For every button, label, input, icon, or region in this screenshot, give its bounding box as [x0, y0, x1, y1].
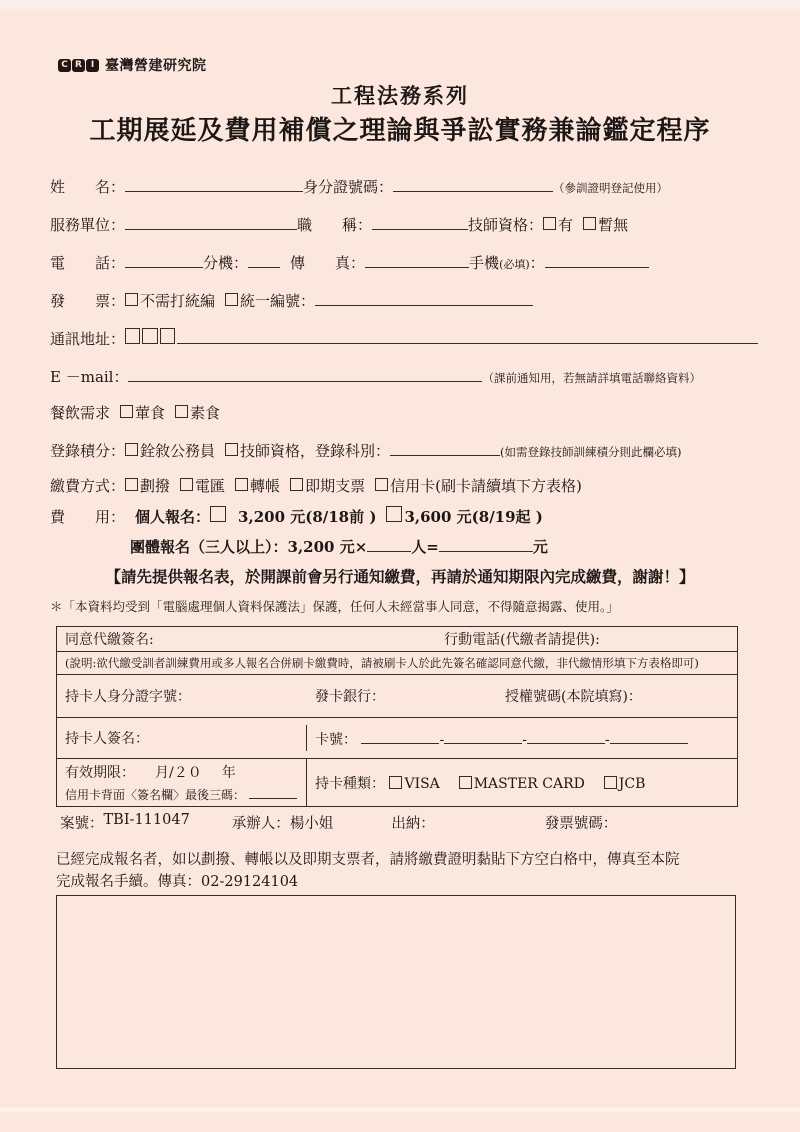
auth-code-label: 授權號碼(本院填寫)：: [505, 689, 642, 705]
fax-input[interactable]: [365, 252, 469, 268]
name-label: 姓 名：: [50, 178, 126, 196]
organization-logo: [58, 55, 207, 75]
card-type-cell: [307, 770, 737, 796]
payment-card-note: (刷卡請續填下方表格): [435, 477, 582, 495]
checkbox-card-jcb[interactable]: [604, 776, 617, 789]
checkbox-engineer-yes[interactable]: [543, 217, 556, 230]
job-title-input[interactable]: [372, 214, 468, 230]
checkbox-card-visa[interactable]: [389, 776, 402, 789]
row-org-title: [50, 214, 758, 235]
checkbox-meal-vegetarian[interactable]: [175, 405, 188, 418]
holder-sign-label: 持卡人簽名：: [57, 725, 307, 751]
invoice-uniform-label: 統一編號：: [240, 292, 316, 310]
row-name-id: [50, 176, 758, 197]
expiry-year-label: 年: [221, 765, 236, 781]
checkbox-invoice-uniform[interactable]: [225, 293, 238, 306]
fee-late-date: (8/19起 ): [471, 508, 543, 526]
card-type-master-label: MASTER CARD: [473, 775, 585, 792]
holder-id-label: 持卡人身分證字號：: [65, 689, 191, 705]
meal-label: 餐飲需求: [50, 404, 111, 422]
credit-card-table: [56, 626, 738, 807]
scan-bottom-edge: [0, 1107, 800, 1112]
card-number-input-1[interactable]: [361, 728, 439, 744]
series-title: 工程法務系列: [331, 83, 469, 108]
engineer-no-label: 暫無: [598, 216, 629, 234]
address-label: 通訊地址：: [50, 330, 126, 348]
fax-label: 傳 真：: [290, 254, 366, 272]
row-fee-individual: [50, 506, 758, 527]
card-number-cell: 卡號： - - -: [307, 725, 737, 752]
logo-letter-c: C: [58, 59, 71, 72]
checkbox-invoice-no-uniform[interactable]: [125, 293, 138, 306]
fee-group-people-input[interactable]: [367, 536, 411, 552]
final-note-line-1: 已經完成報名者，如以劃撥、轉帳以及即期支票者，請將繳費證明黏貼下方空白格中，傳真至本院: [56, 852, 680, 868]
row-email: [50, 366, 758, 387]
checkbox-payment-check[interactable]: [290, 478, 303, 491]
logo-letter-i: I: [86, 59, 99, 72]
scan-top-edge: [0, 0, 800, 12]
checkbox-payment-wire[interactable]: [180, 478, 193, 491]
payment-transfer-label: 轉帳: [250, 477, 281, 495]
final-note-line-2: 完成報名手續。傳真：02-29124104: [56, 873, 299, 890]
payment-notice: 【請先提供報名表，於開課前會另行通知繳費，再請於通知期限內完成繳費，謝謝！】: [105, 567, 695, 586]
fee-group-label: 團體報名（三人以上）：3,200 元×: [130, 538, 368, 556]
org-label: 服務單位：: [50, 216, 126, 234]
mobile-required-note: (必填): [499, 258, 530, 271]
case-label: 案號：: [60, 816, 104, 832]
credit-civil-label: 銓敘公務員: [140, 442, 216, 460]
cvv-label: 信用卡背面〈簽名欄〉最後三碼：: [65, 788, 246, 802]
meal-veg-label: 素食: [190, 404, 221, 422]
payment-card-label: 信用卡: [390, 477, 436, 495]
credit-label: 登錄積分：: [50, 442, 126, 460]
engineer-yes-label: 有: [558, 216, 574, 234]
org-input[interactable]: [125, 214, 297, 230]
row-payment-method: [50, 475, 758, 496]
table-row-expiry-type: [57, 759, 737, 806]
organization-name: 臺灣營建研究院: [105, 58, 207, 74]
checkbox-payment-giro[interactable]: [125, 478, 138, 491]
payment-giro-label: 劃撥: [140, 477, 171, 495]
card-number-input-4[interactable]: [610, 728, 688, 744]
checkbox-credit-engineer[interactable]: [225, 443, 238, 456]
handler-label: 承辦人：: [231, 816, 290, 832]
email-label: E －mail：: [50, 368, 129, 386]
checkbox-credit-civil-servant[interactable]: [125, 443, 138, 456]
expiry-line: [65, 762, 298, 782]
mobile-colon: ：: [529, 254, 545, 272]
checkbox-card-mastercard[interactable]: [459, 776, 472, 789]
job-title-label: 職 稱：: [297, 216, 373, 234]
expiry-month-input[interactable]: 月/２０: [155, 765, 202, 781]
invoice-uniform-input[interactable]: [315, 290, 533, 306]
checkbox-meal-meat[interactable]: [120, 405, 133, 418]
agent-explanation: (說明:欲代繳受訓者訓練費用或多人報名合併刷卡繳費時，請被刷卡人於此先簽名確認同意代繳，非代繳情形填下方表格即可): [65, 655, 699, 670]
issuing-bank-label: 發卡銀行：: [315, 689, 385, 705]
cvv-input[interactable]: [249, 783, 297, 799]
fee-group-total-input[interactable]: [439, 536, 533, 552]
expiry-cell: [57, 759, 307, 806]
fee-late-amount: 3,600 元: [404, 508, 472, 526]
id-input[interactable]: [393, 176, 553, 192]
expiry-label: 有效期限：: [65, 765, 135, 781]
fee-early-amount: 3,200 元: [238, 508, 306, 526]
row-address: [50, 328, 758, 349]
address-input[interactable]: [177, 328, 758, 344]
phone-label: 電 話：: [50, 254, 126, 272]
fee-individual-label: 個人報名：: [135, 508, 211, 526]
fee-group-people-label: 人=: [411, 538, 439, 556]
privacy-statement: ＊「本資料均受到「電腦處理個人資料保護法」保護，任何人未經當事人同意，不得隨意揭露、使用。」: [50, 599, 619, 614]
row-invoice: [50, 290, 758, 311]
table-row-holder-sign: [57, 718, 737, 759]
credit-category-input[interactable]: [390, 440, 500, 456]
checkbox-engineer-no[interactable]: [583, 217, 596, 230]
page-title: 工期展延及費用補償之理論與爭訟實務兼論鑑定程序: [89, 116, 711, 146]
invoice-none-label: 不需打統編: [140, 292, 216, 310]
invoice-label: 發 票：: [50, 292, 126, 310]
mobile-input[interactable]: [545, 252, 649, 268]
id-label: 身分證號碼：: [303, 178, 394, 196]
mobile-label: 手機: [469, 254, 500, 272]
row-credit-points: [50, 440, 758, 461]
agree-sign-label: 同意代繳簽名:: [65, 632, 154, 648]
card-type-jcb-label: JCB: [618, 775, 646, 792]
cvv-line: [65, 783, 298, 803]
fee-group-unit-label: 元: [532, 538, 548, 556]
table-row-agree-sign: [57, 627, 737, 652]
table-row-explanation: [57, 652, 737, 675]
email-input[interactable]: [128, 366, 482, 382]
invoice-number-label: 發票號碼：: [544, 816, 618, 832]
row-meal: [50, 402, 758, 423]
postal-code-box-1[interactable]: [125, 328, 140, 344]
agent-mobile-label: 行動電話(代繳者請提供):: [444, 632, 600, 648]
id-note: （參訓證明登記使用）: [553, 181, 669, 195]
fee-early-date: (8/18前 ): [305, 508, 377, 526]
credit-note: (如需登錄技師訓練積分則此欄必填): [500, 445, 682, 459]
logo-letter-r: R: [72, 59, 85, 72]
ext-label: 分機：: [203, 254, 249, 272]
table-row-holder-id: [57, 675, 737, 718]
postal-code-box-2[interactable]: [142, 328, 157, 344]
ext-input[interactable]: [248, 252, 280, 268]
credit-engineer-label: 技師資格，登錄科別：: [240, 442, 391, 460]
row-case-info: [60, 812, 617, 833]
checkbox-payment-transfer[interactable]: [235, 478, 248, 491]
card-type-label: 持卡種類：: [315, 775, 385, 792]
card-number-input-3[interactable]: [527, 728, 605, 744]
row-fee-group: [130, 536, 800, 557]
meal-meat-label: 葷食: [135, 404, 166, 422]
postal-code-box-3[interactable]: [160, 328, 175, 344]
case-value: TBI-111047: [103, 812, 190, 828]
form-page: [0, 12, 800, 1107]
card-number-input-2[interactable]: [444, 728, 522, 744]
engineer-label: 技師資格：: [468, 216, 544, 234]
fee-label: 費 用：: [50, 508, 126, 526]
receipt-paste-box[interactable]: [56, 895, 736, 1069]
cri-logo-icon: [58, 59, 99, 72]
handler-value: 楊小姐: [289, 816, 334, 832]
card-number-label: 卡號：: [315, 731, 357, 748]
checkbox-fee-early[interactable]: [210, 506, 226, 522]
checkbox-payment-credit-card[interactable]: [375, 478, 388, 491]
cashier-label: 出納：: [391, 816, 435, 832]
payment-label: 繳費方式：: [50, 477, 126, 495]
checkbox-fee-late[interactable]: [386, 506, 402, 522]
final-instructions: [56, 850, 746, 894]
email-note: （課前通知用，若無請詳填電話聯絡資料）: [482, 371, 701, 385]
phone-input[interactable]: [125, 252, 203, 268]
card-type-visa-label: VISA: [404, 775, 440, 792]
name-input[interactable]: [125, 176, 303, 192]
payment-wire-label: 電匯: [195, 477, 226, 495]
payment-check-label: 即期支票: [305, 477, 366, 495]
row-phone: [50, 252, 758, 273]
